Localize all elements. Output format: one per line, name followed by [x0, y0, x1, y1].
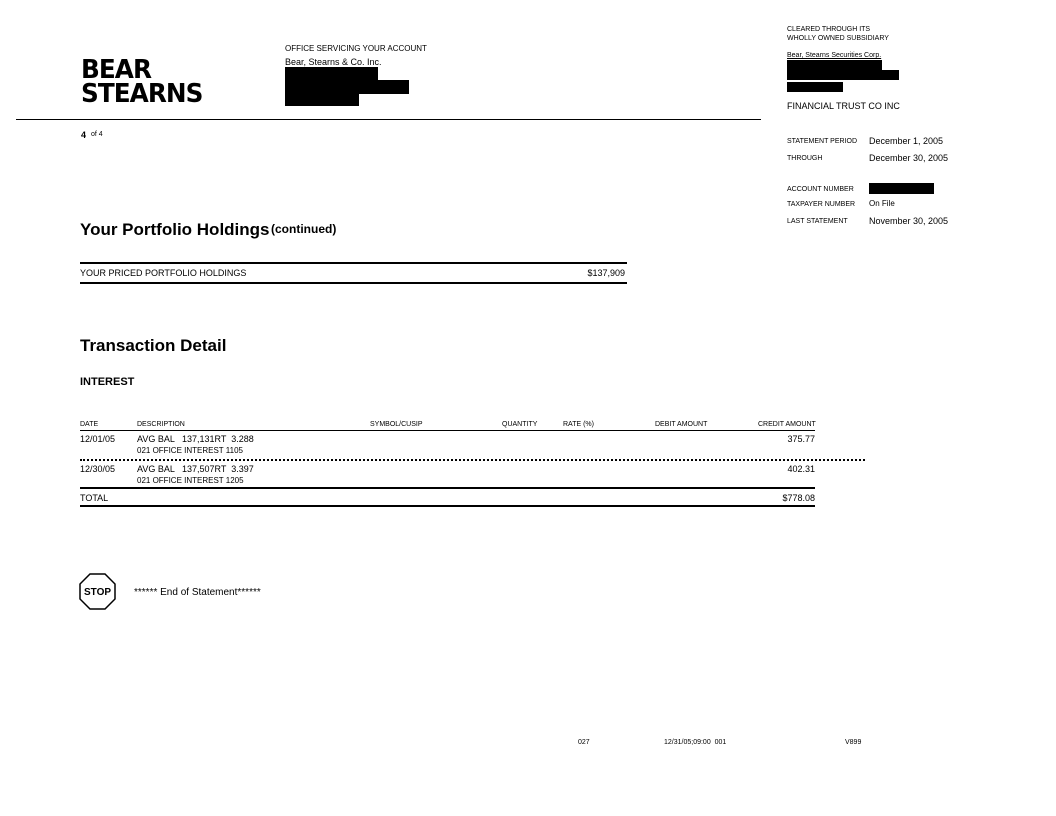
col-debit-header: DEBIT AMOUNT — [655, 421, 708, 428]
last-statement-label: LAST STATEMENT — [787, 218, 848, 225]
through-value: December 30, 2005 — [869, 153, 949, 163]
taxpayer-value: On File — [869, 199, 895, 208]
logo-line-2: STEARNS — [81, 79, 203, 109]
page-of-label: of 4 — [91, 131, 103, 138]
footer-code-2: 12/31/05;09:00 001 — [664, 739, 727, 746]
taxpayer-label: TAXPAYER NUMBER — [787, 201, 856, 208]
row-separator — [80, 459, 865, 461]
portfolio-title: Your Portfolio Holdings — [80, 220, 270, 239]
account-number-label: ACCOUNT NUMBER — [787, 186, 854, 193]
total-top-rule — [80, 487, 815, 489]
clearing-line-1: CLEARED THROUGH ITS — [787, 26, 871, 33]
row-2-date: 12/30/05 — [80, 464, 116, 474]
row-1-date: 12/01/05 — [80, 434, 116, 444]
office-name: Bear, Stearns & Co. Inc. — [285, 57, 382, 67]
account-holder: FINANCIAL TRUST CO INC — [787, 101, 900, 111]
statement-period-label: STATEMENT PERIOD — [787, 138, 858, 145]
logo-line-1: BEAR — [81, 55, 152, 85]
row-1-credit: 375.77 — [787, 434, 815, 444]
stop-sign-label: STOP — [83, 587, 112, 598]
portfolio-continued: (continued) — [271, 222, 337, 236]
header-underline — [80, 430, 815, 431]
office-label: OFFICE SERVICING YOUR ACCOUNT — [285, 44, 427, 53]
total-label: TOTAL — [80, 493, 109, 503]
redacted-clearing-3 — [787, 82, 843, 92]
priced-holdings-label: YOUR PRICED PORTFOLIO HOLDINGS — [80, 268, 247, 278]
portfolio-bottom-rule — [80, 282, 627, 284]
total-bottom-rule — [80, 505, 815, 507]
clearing-line-2: WHOLLY OWNED SUBSIDIARY — [787, 35, 889, 42]
statement-period-value: December 1, 2005 — [869, 136, 944, 146]
row-2-credit: 402.31 — [787, 464, 815, 474]
col-symbol-header: SYMBOL/CUSIP — [370, 421, 423, 428]
footer-code-3: V899 — [845, 739, 862, 746]
bear-stearns-logo — [81, 55, 203, 109]
row-2-description-detail: 021 OFFICE INTEREST 1205 — [137, 476, 244, 485]
col-credit-header: CREDIT AMOUNT — [758, 421, 816, 428]
row-2-description: AVG BAL 137,507RT 3.397 — [137, 464, 254, 474]
redacted-address-3 — [285, 94, 359, 106]
transaction-detail-title: Transaction Detail — [80, 336, 227, 355]
col-quantity-header: QUANTITY — [502, 421, 538, 428]
col-description-header: DESCRIPTION — [137, 421, 185, 428]
interest-section-title: INTEREST — [80, 376, 135, 388]
stop-sign-icon — [79, 573, 116, 610]
row-1-description-detail: 021 OFFICE INTEREST 1105 — [137, 446, 243, 455]
row-1-description: AVG BAL 137,131RT 3.288 — [137, 434, 254, 444]
clearing-firm-name: Bear, Stearns Securities Corp. — [787, 52, 882, 59]
header-rule — [16, 119, 761, 120]
total-value: $778.08 — [782, 493, 815, 503]
col-rate-header: RATE (%) — [563, 421, 594, 428]
redacted-address-1 — [285, 67, 378, 80]
redacted-account-number — [869, 183, 934, 194]
page-number: 4 — [81, 130, 87, 140]
through-label: THROUGH — [787, 155, 823, 162]
redacted-address-2 — [285, 80, 409, 94]
redacted-clearing-1 — [787, 60, 882, 70]
portfolio-top-rule — [80, 262, 627, 264]
last-statement-value: November 30, 2005 — [869, 216, 949, 226]
end-of-statement: ****** End of Statement****** — [134, 587, 261, 598]
col-date-header: DATE — [80, 421, 99, 428]
redacted-clearing-2 — [787, 70, 899, 80]
footer-code-1: 027 — [578, 739, 590, 746]
priced-holdings-value: $137,909 — [587, 268, 625, 278]
